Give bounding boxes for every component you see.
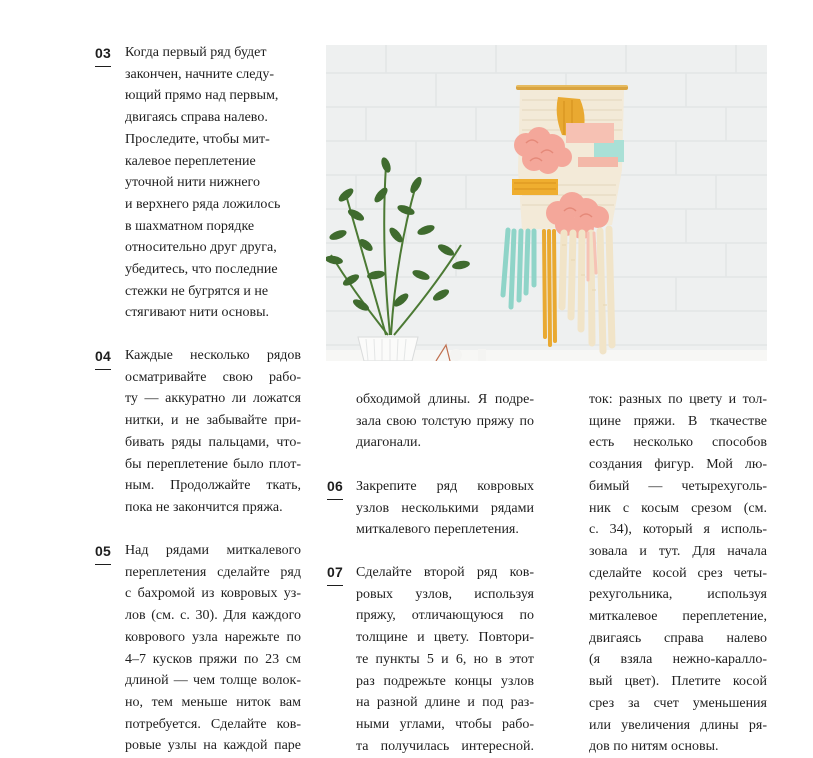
weaving-wall-hanging-image (326, 45, 767, 361)
text-line: Над рядами миткалевого (125, 543, 301, 558)
text-line: закончен, начните следу- (125, 66, 275, 82)
text-line: пряжу, отличающуюся по (356, 608, 534, 624)
text-line: Когда первый ряд будет (125, 45, 267, 60)
text-line: ровые узлы на каждой паре (125, 738, 301, 754)
text-line: обходимой длины. Я подре- (356, 392, 534, 407)
text-line: пока не закончится пряжа. (125, 499, 283, 515)
text-line: стягивают нити основы. (125, 305, 270, 321)
text-line: (я взяла нежно-каралло- (589, 652, 767, 668)
text-line: рехугольника, используя (589, 587, 767, 603)
step-07-text (356, 562, 534, 757)
text-line: есть несколько способов (589, 435, 767, 451)
text-line: вый цвет). Плетите косой (589, 674, 767, 690)
text-line: убедитесь, что последние (125, 262, 278, 278)
text-line: миткалевого переплетения. (356, 522, 519, 538)
text-line: бимый — четырехуголь- (589, 478, 767, 494)
text-line: на разной длине и под раз- (356, 695, 534, 711)
text-line: толщине и цвету. Повтори- (356, 630, 534, 646)
text-line: но, тем меньше ниток вам (125, 694, 301, 710)
text-line: Сделайте второй ряд ков- (356, 565, 534, 580)
text-line: относительно друг друга, (125, 240, 277, 256)
text-line: Каждые несколько рядов (125, 348, 301, 363)
text-line: осматривайте свою рабо- (125, 369, 301, 385)
text-line: и верхнего ряда ложилось (125, 196, 281, 212)
text-line: раз подрежьте концы узлов (356, 673, 534, 689)
step-number-05: 05 (95, 543, 111, 559)
weaving-photo (326, 45, 767, 361)
text-line: создания фигур. Мой лю- (589, 457, 767, 473)
text-line: дов по нитям основы. (589, 739, 719, 755)
text-line: зала свою толстую пряжу по (356, 413, 534, 429)
text-line: потребуется. Сделайте ков- (125, 716, 301, 732)
text-line: или увеличения длины ря- (589, 717, 767, 733)
text-line: ковровогo узла нарежьте по (125, 629, 301, 645)
text-line: ющий прямо над первым, (125, 88, 279, 104)
text-line: 4–7 кусков пряжи по 23 см (125, 651, 301, 667)
text-line: переплетения сделайте ряд (125, 564, 301, 580)
text-line: двигаясь справа налево (589, 630, 767, 646)
text-line: ник с косым срезом (см. (589, 500, 767, 516)
right-column-text (589, 389, 767, 758)
text-line: ным. Продолжайте ткать, (125, 478, 301, 494)
text-line: в шахматном порядке (125, 218, 255, 234)
text-line: калевое переплетение (125, 153, 256, 169)
text-line: ту — аккуратно ли ложатся (125, 391, 301, 407)
step-03-text (125, 42, 300, 324)
text-line: зовала и тут. Для начала (589, 543, 767, 559)
text-line: двигаясь справа налево. (125, 110, 268, 126)
text-line: щине пряжи. В ткачестве (589, 413, 767, 429)
text-line: лов (см. с. 30). Для каждого (125, 608, 301, 624)
text-line: нитки, и не забывайте при- (125, 413, 301, 429)
step-04-text (125, 345, 301, 519)
text-line: те пункты 5 и 6, но в этот (356, 651, 534, 667)
text-line: ными углами, чтобы рабо- (356, 716, 534, 732)
text-line: срез за счет уменьшения (589, 695, 767, 711)
text-line: та получилась интересной. (356, 738, 534, 754)
text-line: уточной нити нижнего (125, 175, 260, 191)
text-line: с бахромой из ковровых уз- (125, 586, 301, 602)
middle-continuation-text (356, 389, 534, 454)
text-line: с. 34), который я исполь- (589, 522, 767, 538)
text-line: Проследите, чтобы мит- (125, 131, 270, 147)
text-line: Закрепите ряд ковровых (356, 479, 534, 494)
text-line: ток: разных по цвету и тол- (589, 392, 767, 407)
text-line: узлов несколькими рядами (356, 500, 534, 516)
step-06-text (356, 476, 534, 541)
text-line: стежки не бугрятся и не (125, 283, 269, 299)
step-number-04: 04 (95, 348, 111, 364)
step-number-07: 07 (327, 564, 343, 580)
text-line: бивать ряды пальцами, что- (125, 434, 301, 450)
step-05-text (125, 540, 301, 757)
text-line: длиной — чем толще волок- (125, 673, 301, 689)
step-number-03: 03 (95, 45, 111, 61)
text-line: бы переплетение было плот- (125, 456, 301, 472)
step-number-06: 06 (327, 478, 343, 494)
text-line: миткалевое переплетение, (589, 609, 767, 625)
text-line: ровых узлов, используя (356, 586, 534, 602)
text-line: сделайте косой срез четы- (589, 565, 767, 581)
text-line: диагонали. (356, 435, 422, 451)
